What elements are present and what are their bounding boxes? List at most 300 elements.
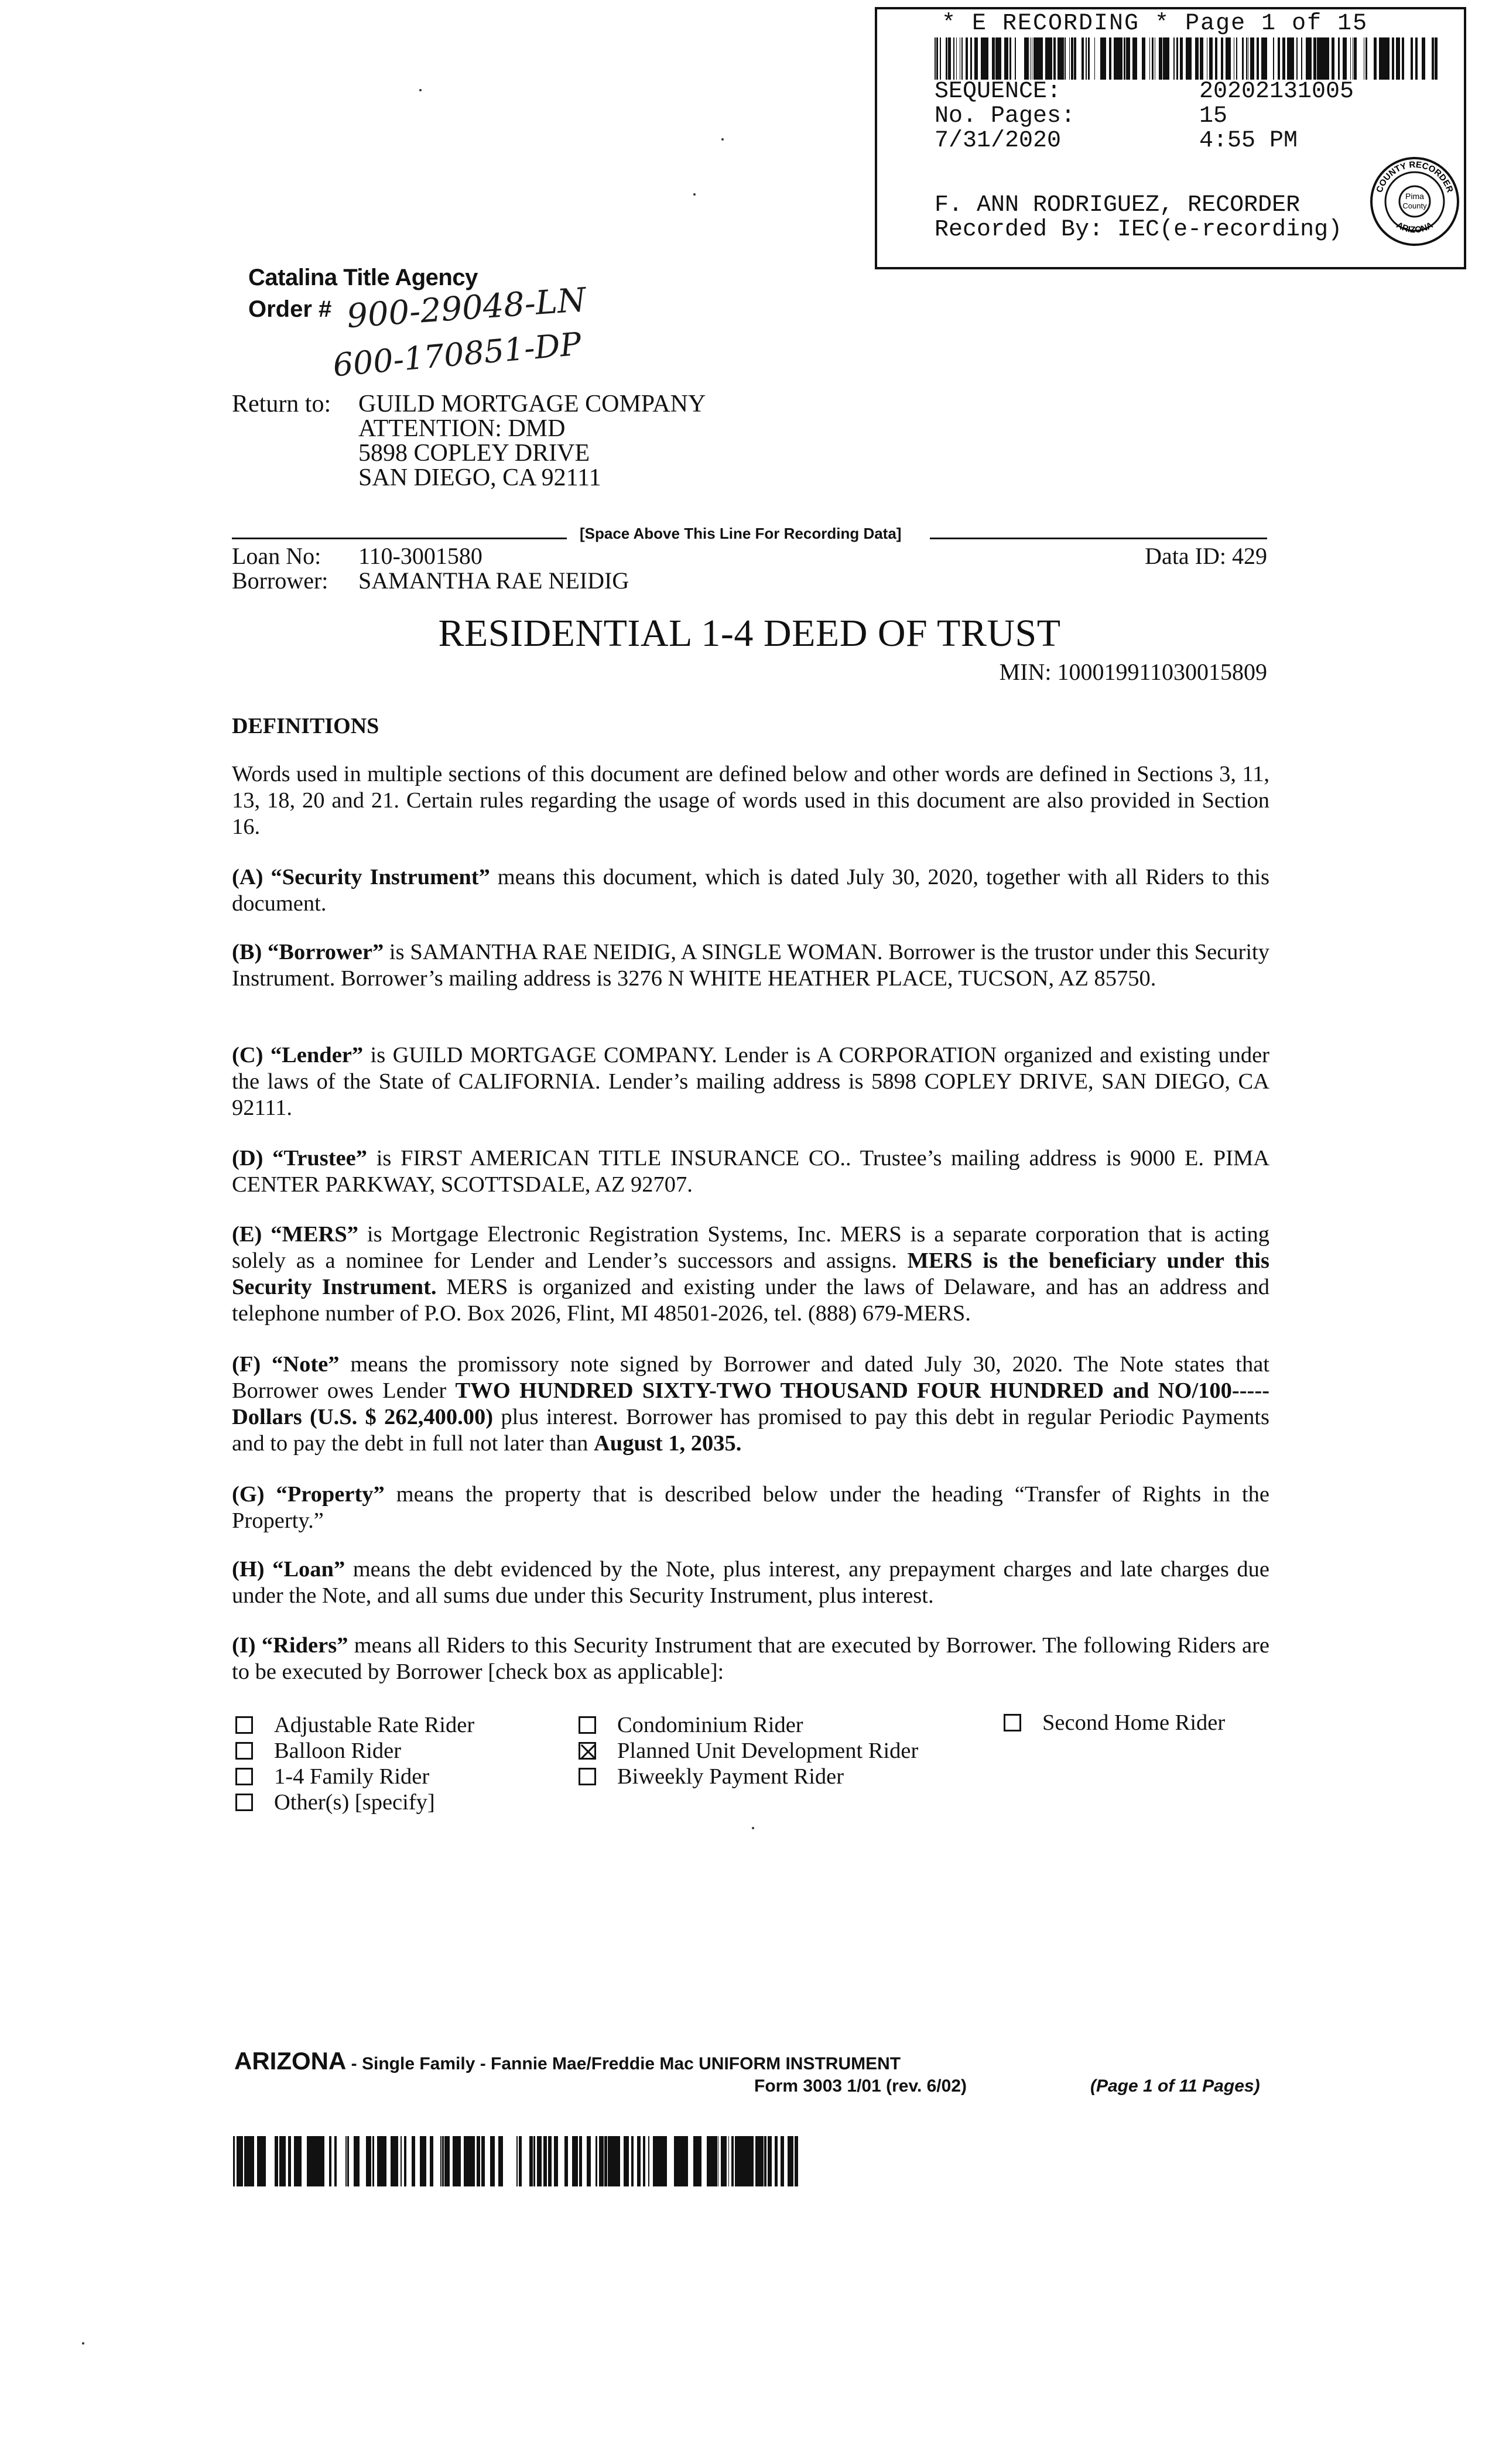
barcode-bar [795, 2136, 798, 2186]
barcode-bar [1209, 37, 1210, 80]
barcode-bar [1089, 37, 1090, 80]
recording-barcode [935, 37, 1438, 80]
barcode-bar [297, 2136, 298, 2186]
barcode-bar [1415, 37, 1418, 80]
rider-label: Condominium Rider [617, 1713, 803, 1737]
barcode-bar [1075, 37, 1076, 80]
barcode-bar [248, 2136, 251, 2186]
barcode-bar [1049, 37, 1050, 80]
barcode-bar [455, 2136, 458, 2186]
scan-speck [752, 1827, 754, 1829]
barcode-bar [1033, 37, 1035, 80]
barcode-bar [1284, 37, 1285, 80]
barcode-bar [631, 2136, 634, 2186]
barcode-bar [1350, 37, 1351, 80]
barcode-bar [1025, 37, 1026, 80]
return-to-label: Return to: [232, 391, 331, 417]
barcode-bar [946, 37, 947, 80]
barcode-bar [1103, 37, 1105, 80]
barcode-bar [1006, 37, 1008, 80]
barcode-bar [603, 2136, 604, 2186]
barcode-bar [575, 2136, 578, 2186]
barcode-bar [1374, 37, 1375, 80]
barcode-bar [781, 2136, 784, 2186]
barcode-bar [997, 37, 998, 80]
barcode-bar [1355, 37, 1357, 80]
barcode-bar [310, 2136, 314, 2186]
barcode-bar [1082, 37, 1084, 80]
barcode-bar [755, 2136, 758, 2186]
barcode-bar [1143, 37, 1145, 80]
barcode-bar [329, 2136, 331, 2186]
barcode-bar [735, 2136, 737, 2186]
barcode-bar [976, 37, 977, 80]
barcode-bar [1165, 37, 1168, 80]
barcode-bar [940, 37, 941, 80]
barcode-bar [653, 2136, 656, 2186]
barcode-bar [1346, 37, 1347, 80]
barcode-bar [984, 37, 987, 80]
barcode-bar [1293, 37, 1294, 80]
scan-speck [419, 89, 422, 91]
barcode-bar [637, 2136, 641, 2186]
barcode-bar [288, 2136, 290, 2186]
barcode-bar [710, 2136, 714, 2186]
definitions-heading: DEFINITIONS [232, 714, 379, 738]
space-above-note: [Space Above This Line For Recording Data] [580, 525, 902, 542]
barcode-bar [1389, 37, 1390, 80]
barcode-bar [1423, 37, 1425, 80]
checkbox[interactable] [579, 1768, 596, 1785]
barcode-bar [1046, 37, 1049, 80]
barcode-bar [1436, 37, 1438, 80]
definition-text: MERS is organized and existing under the laws of Delaware, and has an address and telephone number of P.O. Box 2026, Flint, MI 48501-2026, tel. (888) 679-MERS. [232, 1275, 1269, 1326]
barcode-bar [604, 2136, 607, 2186]
barcode-bar [1071, 37, 1073, 80]
barcode-bar [1252, 37, 1254, 80]
barcode-bar [564, 2136, 568, 2186]
barcode-bar [998, 37, 999, 80]
barcode-bar [283, 2136, 286, 2186]
definition-text: is Mortgage Electronic Registration Systems, Inc. MERS is a separate corporation that is acting solely as a nominee for Lender and Lender’s successors and assigns. [232, 1222, 1269, 1273]
barcode-bar [1278, 37, 1280, 80]
barcode-bar [1053, 37, 1056, 80]
barcode-bar [1027, 37, 1029, 80]
barcode-bar [383, 2136, 386, 2186]
barcode-bar [1134, 37, 1136, 80]
barcode-bar [1110, 37, 1111, 80]
rider-label: Other(s) [specify] [274, 1790, 435, 1815]
barcode-bar [516, 2136, 517, 2186]
definition-text: is GUILD MORTGAGE COMPANY. Lender is A CORPORATION organized and existing under the laws of the State of CALIFORNIA. Lender’s mailing address is 5898 COPLEY DRIVE, SAN DIEGO, CA 92111. [232, 1043, 1269, 1120]
recording-date: 7/31/2020 [935, 128, 1062, 154]
barcode-bar [1195, 37, 1197, 80]
barcode-bar [995, 37, 997, 80]
barcode-bar [1412, 37, 1413, 80]
barcode-bar [260, 2136, 261, 2186]
barcode-bar [1187, 37, 1188, 80]
barcode-bar [680, 2136, 683, 2186]
barcode-bar [1229, 37, 1230, 80]
barcode-bar [745, 2136, 746, 2186]
barcode-bar [790, 2136, 793, 2186]
definition-text: plus interest. Borrower has promised to pay this debt in regular Periodic Payments and to pay the debt in full not later than [232, 1405, 1270, 1456]
barcode-bar [1160, 37, 1162, 80]
county-seal-icon [1368, 155, 1462, 248]
definition-key: (F) “Note” [232, 1352, 340, 1377]
barcode-bar [1128, 37, 1130, 80]
barcode-bar [1301, 37, 1302, 80]
checkbox[interactable] [235, 1716, 253, 1734]
barcode-bar [348, 2136, 349, 2186]
barcode-bar [769, 2136, 772, 2186]
barcode-bar [1324, 37, 1326, 80]
definition-key: (C) “Lender” [232, 1043, 364, 1067]
barcode-bar [314, 2136, 317, 2186]
barcode-bar [1338, 37, 1340, 80]
barcode-bar [737, 2136, 740, 2186]
barcode-bar [1065, 37, 1066, 80]
barcode-bar [789, 2136, 790, 2186]
checkbox[interactable] [579, 1742, 596, 1760]
rider-label: 1-4 Family Rider [274, 1764, 430, 1789]
barcode-bar [588, 2136, 591, 2186]
checkbox[interactable] [579, 1716, 596, 1734]
barcode-bar [579, 2136, 581, 2186]
barcode-bar [1037, 37, 1038, 80]
barcode-bar [519, 2136, 522, 2186]
checkbox[interactable] [235, 1794, 253, 1811]
barcode-bar [619, 2136, 620, 2186]
barcode-bar [1287, 37, 1289, 80]
barcode-bar [966, 37, 968, 80]
barcode-bar [1116, 37, 1118, 80]
barcode-bar [1050, 37, 1052, 80]
barcode-bar [1265, 37, 1267, 80]
recording-stamp [875, 7, 1466, 269]
barcode-bar [721, 2136, 724, 2186]
checkbox[interactable] [1004, 1714, 1021, 1731]
barcode-bar [1379, 37, 1381, 80]
barcode-bar [554, 2136, 555, 2186]
barcode-bar [1313, 37, 1316, 80]
barcode-bar [1009, 37, 1011, 80]
definition-key: (G) “Property” [232, 1482, 385, 1507]
barcode-bar [298, 2136, 302, 2186]
barcode-bar [648, 2136, 649, 2186]
barcode-bar [759, 2136, 761, 2186]
barcode-bar [1310, 37, 1312, 80]
return-to-line: ATTENTION: DMD [358, 415, 566, 442]
barcode-bar [1181, 37, 1183, 80]
barcode-bar [1105, 37, 1106, 80]
barcode-bar [533, 2136, 535, 2186]
barcode-bar [414, 2136, 415, 2186]
checkbox[interactable] [235, 1742, 253, 1760]
barcode-bar [369, 2136, 371, 2186]
barcode-bar [1114, 37, 1116, 80]
barcode-bar [758, 2136, 759, 2186]
barcode-bar [263, 2136, 266, 2186]
barcode-bar [750, 2136, 754, 2186]
barcode-bar [490, 2136, 491, 2186]
barcode-bar [1435, 37, 1436, 80]
barcode-bar [948, 37, 950, 80]
barcode-bar [999, 37, 1001, 80]
barcode-bar [377, 2136, 381, 2186]
barcode-bar [1263, 37, 1265, 80]
barcode-bar [404, 2136, 406, 2186]
barcode-bar [624, 2136, 626, 2186]
barcode-bar [740, 2136, 742, 2186]
sequence-label: SEQUENCE: [935, 78, 1062, 105]
barcode-bar [246, 2136, 247, 2186]
barcode-bar [626, 2136, 629, 2186]
barcode-bar [1152, 37, 1154, 80]
barcode-bar [768, 2136, 769, 2186]
barcode-bar [581, 2136, 582, 2186]
barcode-bar [323, 2136, 324, 2186]
barcode-bar [1126, 37, 1128, 80]
recording-divider-left [232, 538, 567, 539]
barcode-bar [1176, 37, 1178, 80]
barcode-bar [1308, 37, 1310, 80]
barcode-bar [1186, 37, 1187, 80]
rider-label: Planned Unit Development Rider [617, 1739, 919, 1763]
barcode-bar [1432, 37, 1434, 80]
barcode-bar [1211, 37, 1213, 80]
barcode-bar [1094, 37, 1095, 80]
barcode-bar [724, 2136, 727, 2186]
pages-label: No. Pages: [935, 103, 1076, 129]
svg-text:ARIZONA: ARIZONA [1394, 220, 1435, 235]
barcode-bar [608, 2136, 610, 2186]
barcode-bar [430, 2136, 433, 2186]
checkbox[interactable] [235, 1768, 253, 1785]
barcode-bar [698, 2136, 701, 2186]
barcode-bar [322, 2136, 323, 2186]
rider-option-1-4-family[interactable] [235, 1764, 429, 1789]
definition-key: (H) “Loan” [232, 1557, 345, 1582]
scan-speck [721, 138, 724, 141]
rider-option-biweekly-payment[interactable] [579, 1764, 844, 1789]
barcode-bar [1289, 37, 1292, 80]
barcode-bar [596, 2136, 597, 2186]
barcode-bar [974, 37, 976, 80]
barcode-bar [393, 2136, 395, 2186]
barcode-bar [961, 37, 962, 80]
definition-key: (D) “Trustee” [232, 1146, 367, 1171]
definition-note [232, 1351, 1269, 1457]
barcode-bar [481, 2136, 485, 2186]
barcode-bar [1251, 37, 1252, 80]
barcode-bar [1398, 37, 1400, 80]
barcode-bar [1221, 37, 1223, 80]
barcode-bar [251, 2136, 254, 2186]
definition-text: is SAMANTHA RAE NEIDIG, A SINGLE WOMAN. Borrower is the trustor under this Security Instrument. Borrower’s mailing address is 3276 N WHITE HEATHER PLACE, TUCSON, AZ 85750. [232, 940, 1270, 991]
definition-security-instrument [232, 864, 1269, 917]
barcode-bar [684, 2136, 687, 2186]
barcode-bar [676, 2136, 680, 2186]
barcode-bar [775, 2136, 777, 2186]
sequence-value: 20202131005 [1199, 78, 1354, 105]
document-title: RESIDENTIAL 1-4 DEED OF TRUST [438, 612, 1061, 655]
barcode-bar [761, 2136, 764, 2186]
barcode-bar [613, 2136, 616, 2186]
barcode-bar [1149, 37, 1150, 80]
barcode-bar [953, 37, 954, 80]
barcode-bar [742, 2136, 745, 2186]
barcode-bar [537, 2136, 540, 2186]
barcode-bar [345, 2136, 347, 2186]
document-barcode [233, 2136, 799, 2186]
definition-key: (A) “Security Instrument” [232, 865, 490, 889]
barcode-bar [1292, 37, 1293, 80]
definition-text: is FIRST AMERICAN TITLE INSURANCE CO.. Trustee’s mailing address is 9000 E. PIMA CENTER PARKWAY, SCOTTSDALE, AZ 92707. [232, 1146, 1269, 1197]
definition-trustee [232, 1145, 1269, 1198]
min-number: MIN: 100019911030015809 [999, 659, 1267, 685]
barcode-bar [279, 2136, 282, 2186]
barcode-bar [1088, 37, 1089, 80]
maturity-date: August 1, 2035. [593, 1431, 742, 1456]
footer-form-description: - Single Family - Fannie Mae/Freddie Mac UNIFORM INSTRUMENT [346, 2054, 901, 2073]
barcode-bar [1062, 37, 1064, 80]
rider-option-balloon[interactable] [235, 1738, 401, 1764]
rider-option-adjustable-rate[interactable] [235, 1712, 474, 1738]
barcode-bar [517, 2136, 518, 2186]
footer-page-number: (Page 1 of 11 Pages) [1090, 2076, 1260, 2096]
barcode-bar [423, 2136, 426, 2186]
rider-option-planned-unit-development[interactable] [579, 1738, 918, 1764]
barcode-bar [1069, 37, 1070, 80]
barcode-bar [1230, 37, 1231, 80]
barcode-bar [1120, 37, 1122, 80]
barcode-bar [401, 2136, 402, 2186]
recorder-name: F. ANN RODRIGUEZ, RECORDER [935, 192, 1300, 218]
definition-key: (I) “Riders” [232, 1633, 348, 1658]
barcode-bar [1038, 37, 1039, 80]
barcode-bar [290, 2136, 291, 2186]
loan-number-label: Loan No: [232, 543, 321, 569]
order-label: Order # [248, 296, 332, 322]
rider-option-second-home[interactable] [1004, 1710, 1225, 1736]
barcode-bar [261, 2136, 263, 2186]
barcode-bar [1004, 37, 1006, 80]
barcode-bar [1317, 37, 1319, 80]
barcode-bar [1159, 37, 1160, 80]
barcode-bar [1273, 37, 1274, 80]
barcode-bar [1042, 37, 1043, 80]
barcode-bar [1074, 37, 1075, 80]
barcode-bar [1326, 37, 1327, 80]
barcode-bar [572, 2136, 575, 2186]
barcode-bar [693, 2136, 696, 2186]
definition-key: (E) “MERS” [232, 1222, 358, 1247]
svg-text:COUNTY RECORDER: COUNTY RECORDER [1374, 159, 1455, 194]
barcode-bar [1188, 37, 1190, 80]
barcode-bar [1015, 37, 1016, 80]
barcode-bar [981, 37, 982, 80]
definition-text: means the property that is described below under the heading “Transfer of Rights in the Property.” [232, 1482, 1269, 1533]
barcode-bar [395, 2136, 398, 2186]
barcode-bar [444, 2136, 446, 2186]
barcode-bar [449, 2136, 450, 2186]
definition-text: means this document, which is dated July 30, 2020, together with all Riders to this document. [232, 865, 1269, 916]
barcode-bar [296, 2136, 297, 2186]
recording-time: 4:55 PM [1199, 128, 1298, 154]
rider-option-condominium[interactable] [579, 1712, 803, 1738]
barcode-bar [1102, 37, 1103, 80]
loan-amount: TWO HUNDRED SIXTY-TWO THOUSAND FOUR HUNDRED and NO/100-----Dollars (U.S. $ 262,400.00) [232, 1378, 1270, 1429]
barcode-bar [683, 2136, 684, 2186]
barcode-bar [294, 2136, 295, 2186]
barcode-bar [1385, 37, 1387, 80]
definition-riders [232, 1633, 1269, 1685]
barcode-bar [977, 37, 978, 80]
barcode-bar [788, 2136, 789, 2186]
barcode-bar [529, 2136, 533, 2186]
svg-text:County: County [1402, 201, 1427, 210]
barcode-bar [746, 2136, 750, 2186]
definition-text: means the promissory note signed by Borrower and dated July 30, 2020. The Note states that Borrower owes Lender [232, 1352, 1269, 1403]
barcode-bar [994, 37, 995, 80]
recording-divider-right [930, 538, 1267, 539]
barcode-bar [1226, 37, 1227, 80]
footer-form-number: Form 3003 1/01 (rev. 6/02) [754, 2076, 967, 2096]
barcode-bar [1319, 37, 1321, 80]
barcode-bar [233, 2136, 235, 2186]
barcode-bar [777, 2136, 778, 2186]
barcode-bar [1246, 37, 1247, 80]
barcode-bar [1392, 37, 1394, 80]
barcode-bar [308, 2136, 310, 2186]
barcode-bar [1118, 37, 1120, 80]
barcode-bar [936, 37, 937, 80]
pages-value: 15 [1199, 103, 1228, 129]
barcode-bar [320, 2136, 322, 2186]
return-to-line: GUILD MORTGAGE COMPANY [358, 391, 706, 417]
barcode-bar [1387, 37, 1389, 80]
barcode-bar [491, 2136, 494, 2186]
barcode-bar [1026, 37, 1027, 80]
barcode-bar [477, 2136, 480, 2186]
handwritten-order-number-2: 600-170851-DP [331, 325, 583, 384]
barcode-bar [469, 2136, 471, 2186]
barcode-bar [1296, 37, 1298, 80]
barcode-bar [543, 2136, 544, 2186]
barcode-bar [1057, 37, 1060, 80]
barcode-bar [935, 37, 936, 80]
barcode-bar [1261, 37, 1263, 80]
footer-state: ARIZONA [234, 2047, 347, 2075]
barcode-bar [1411, 37, 1412, 80]
barcode-bar [453, 2136, 455, 2186]
barcode-bar [1257, 37, 1259, 80]
barcode-bar [1282, 37, 1284, 80]
footer-form-title [234, 2047, 901, 2075]
definition-text: means the debt evidenced by the Note, plus interest, any prepayment charges and late charges due under the Note, and all sums due under this Security Instrument, plus interest. [232, 1557, 1270, 1608]
barcode-bar [372, 2136, 374, 2186]
barcode-bar [1100, 37, 1102, 80]
barcode-bar [1168, 37, 1169, 80]
return-to-line: 5898 COPLEY DRIVE [358, 440, 590, 467]
rider-option-other[interactable] [235, 1789, 435, 1815]
barcode-bar [1197, 37, 1198, 80]
data-id: Data ID: 429 [1145, 543, 1267, 569]
definition-mers [232, 1221, 1269, 1327]
barcode-bar [471, 2136, 472, 2186]
barcode-bar [1132, 37, 1134, 80]
